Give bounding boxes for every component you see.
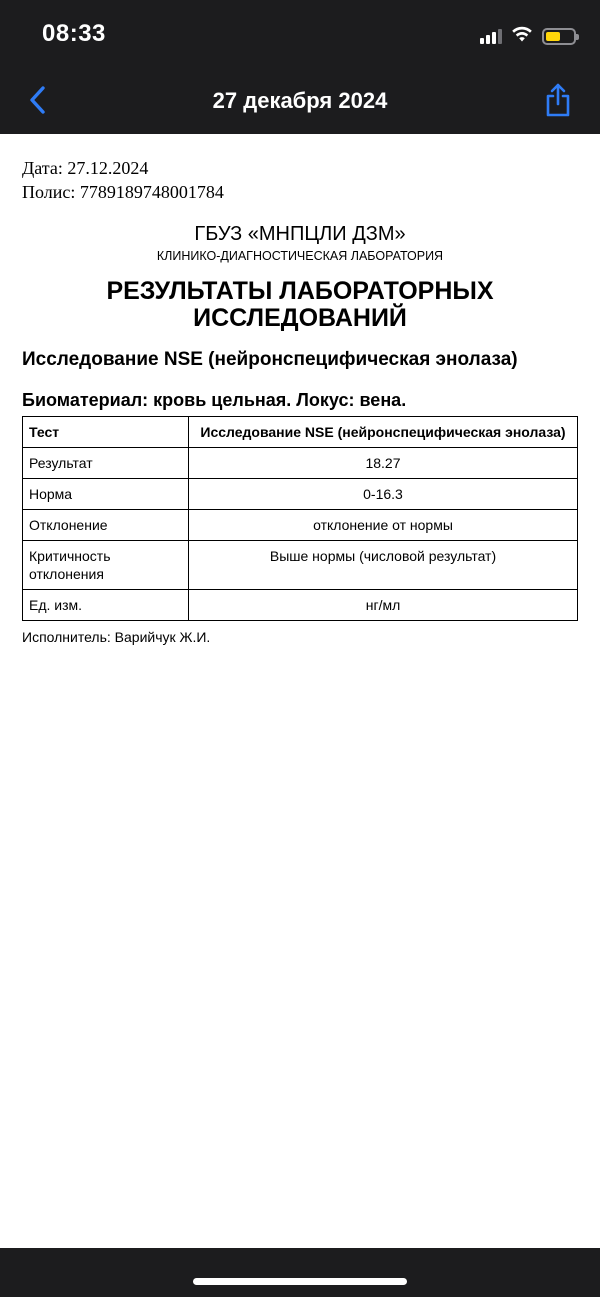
organization-name: ГБУЗ «МНПЦЛИ ДЗМ» — [194, 223, 406, 245]
nav-title: 27 декабря 2024 — [212, 88, 388, 113]
organization-subtitle: КЛИНИКО-ДИАГНОСТИЧЕСКАЯ ЛАБОРАТОРИЯ — [156, 249, 444, 263]
study-name: Исследование NSE (нейронспецифическая энолаза) — [22, 349, 518, 370]
executor-line: Исполнитель: Варийчук Ж.И. — [22, 629, 211, 645]
table-row — [23, 590, 578, 621]
table-row — [23, 448, 578, 479]
bottom-bar — [0, 1248, 600, 1297]
row-label-criticality: Критичность отклонения — [23, 541, 189, 590]
row-value-result: 18.27 — [189, 448, 578, 479]
report-title-line-1: РЕЗУЛЬТАТЫ ЛАБОРАТОРНЫХ — [106, 277, 494, 305]
table-header-study: Исследование NSE (нейронспецифическая энолаза) — [189, 417, 578, 448]
table-row — [23, 541, 578, 590]
table-row — [23, 479, 578, 510]
battery-icon — [542, 28, 576, 45]
document-content — [22, 156, 578, 646]
table-row — [23, 510, 578, 541]
back-button[interactable] — [18, 82, 58, 122]
row-value-norm: 0-16.3 — [189, 479, 578, 510]
document-date: Дата: 27.12.2024 — [22, 158, 149, 178]
home-indicator[interactable] — [193, 1278, 407, 1285]
chevron-left-icon — [29, 85, 47, 120]
wifi-icon — [510, 25, 534, 48]
table-header-row — [23, 417, 578, 448]
biomaterial-line: Биоматериал: кровь цельная. Локус: вена. — [22, 390, 407, 410]
navigation-bar — [0, 70, 600, 134]
cellular-signal-icon — [480, 28, 502, 44]
status-time: 08:33 — [42, 20, 106, 47]
row-value-criticality: Выше нормы (числовой результат) — [189, 541, 578, 590]
status-icons — [480, 24, 576, 48]
document-view[interactable] — [0, 134, 600, 1248]
report-title-line-2: ИССЛЕДОВАНИЙ — [193, 304, 407, 332]
share-button[interactable] — [538, 80, 578, 124]
row-label-deviation: Отклонение — [23, 510, 189, 541]
row-label-norm: Норма — [23, 479, 189, 510]
status-bar — [0, 0, 600, 70]
table-header-test: Тест — [23, 417, 189, 448]
row-value-unit: нг/мл — [189, 590, 578, 621]
row-label-result: Результат — [23, 448, 189, 479]
row-label-unit: Ед. изм. — [23, 590, 189, 621]
report-title — [22, 278, 578, 332]
row-value-deviation: отклонение от нормы — [189, 510, 578, 541]
results-table — [22, 416, 578, 621]
policy-number: Полис: 7789189748001784 — [22, 182, 224, 202]
share-icon — [544, 83, 572, 122]
